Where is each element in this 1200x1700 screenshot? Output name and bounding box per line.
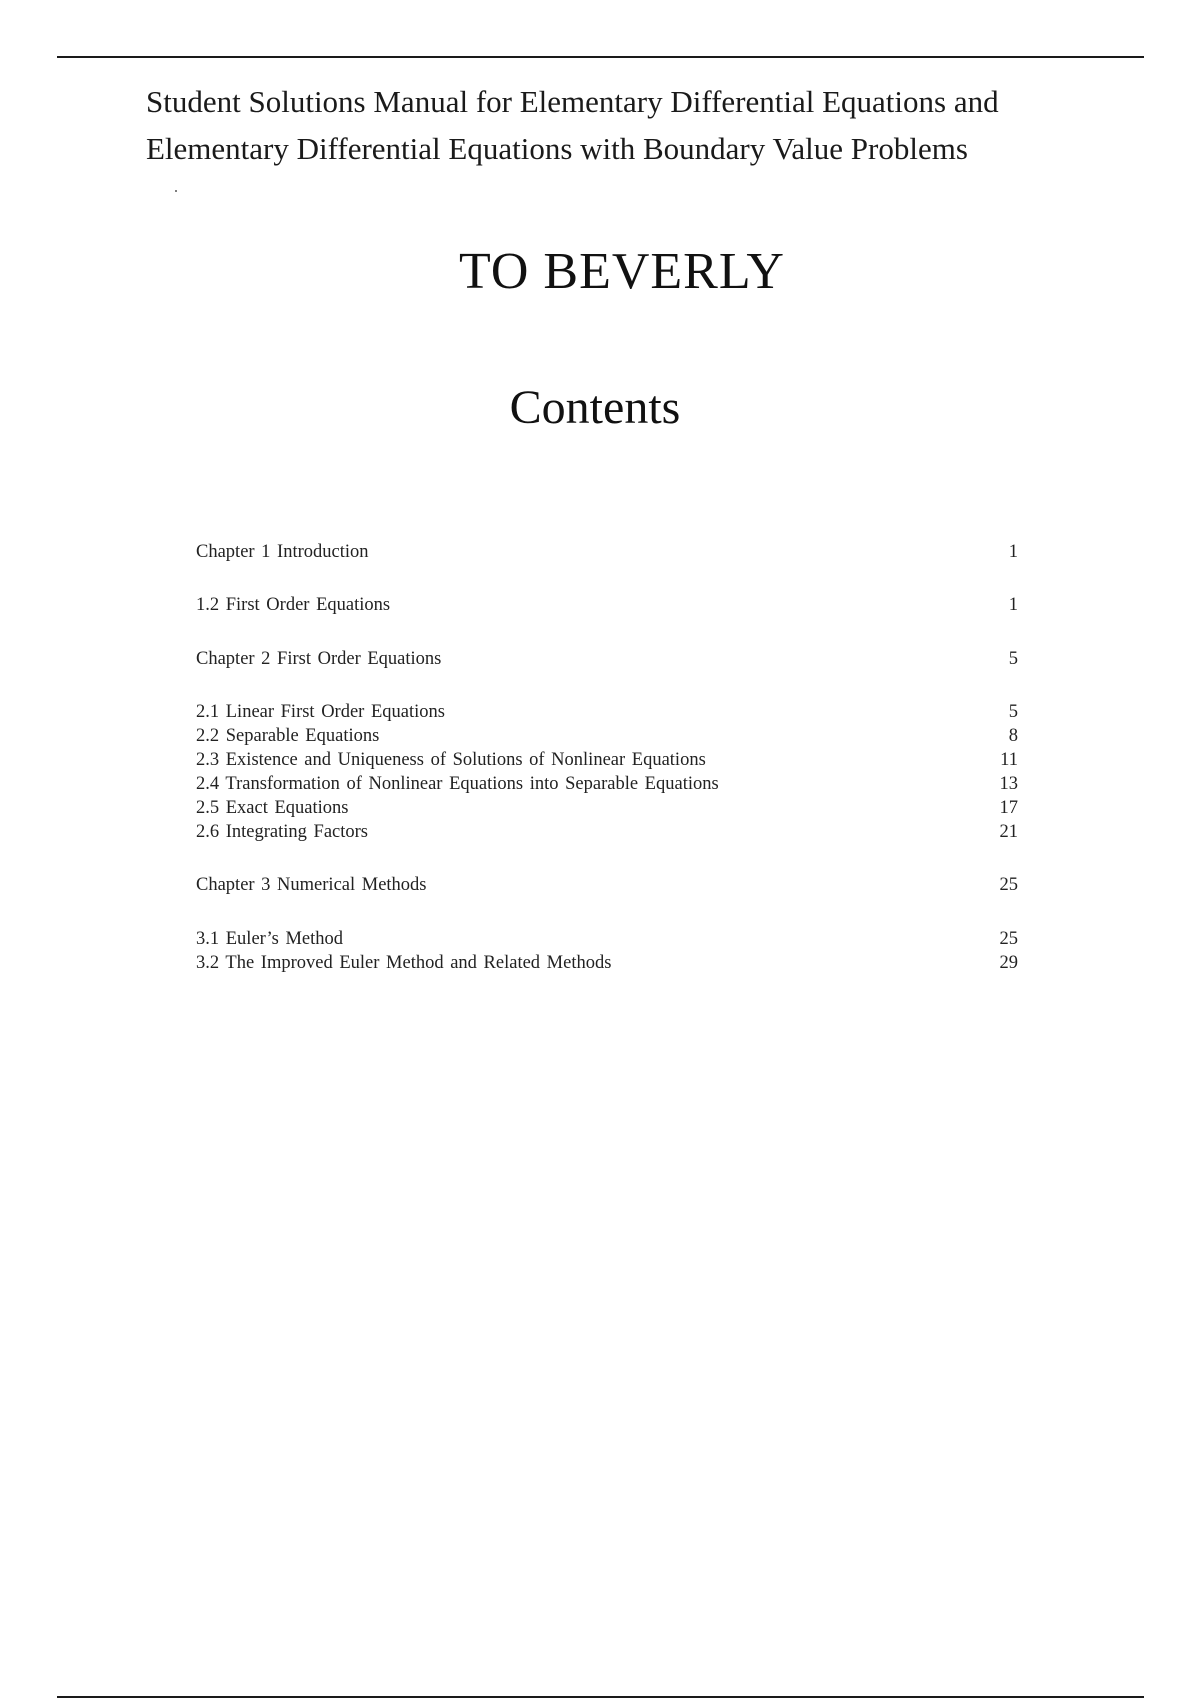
toc-entry-page: 5 [1008, 649, 1018, 669]
toc-entry-label: 1.2 First Order Equations [196, 595, 391, 615]
dedication: TO BEVERLY [459, 243, 785, 300]
bottom-rule [57, 1696, 1144, 1698]
toc-entry-page: 25 [999, 875, 1018, 895]
toc-section-1-2[interactable] [196, 593, 1018, 617]
toc-section-2-2[interactable] [196, 724, 1018, 748]
toc-entry-page: 13 [999, 774, 1018, 794]
toc-section-3-2[interactable] [196, 951, 1018, 975]
toc-entry-page: 5 [1008, 702, 1018, 722]
toc-entry-label: Chapter 1 Introduction [196, 542, 369, 562]
toc-entry-page: 8 [1008, 726, 1018, 746]
toc-entry-label: 3.1 Euler’s Method [196, 929, 344, 949]
toc-section-2-3[interactable] [196, 748, 1018, 772]
toc-section-3-1[interactable] [196, 927, 1018, 951]
toc-entry-label: 2.6 Integrating Factors [196, 822, 368, 842]
toc-entry-label: 2.3 Existence and Uniqueness of Solutions of Nonlinear Equations [196, 750, 706, 770]
toc-entry-label: 2.2 Separable Equations [196, 726, 380, 746]
book-title-line-2: Elementary Differential Equations with Boundary Value Problems [146, 131, 968, 166]
book-title-line-1: Student Solutions Manual for Elementary Differential Equations and [146, 84, 999, 119]
toc-entry-label: 2.5 Exact Equations [196, 798, 349, 818]
top-rule [57, 56, 1144, 58]
contents-heading: Contents [509, 381, 681, 434]
toc-entry-page: 21 [999, 822, 1018, 842]
toc-entry-page: 11 [1000, 750, 1018, 770]
toc-entry-label: Chapter 3 Numerical Methods [196, 875, 427, 895]
toc-entry-page: 25 [999, 929, 1018, 949]
toc-entry-page: 1 [1008, 595, 1018, 615]
toc-entry-label: 2.4 Transformation of Nonlinear Equations into Separable Equations [196, 774, 719, 794]
toc-entry-page: 17 [999, 798, 1018, 818]
toc-entry-label: 2.1 Linear First Order Equations [196, 702, 445, 722]
book-title [146, 78, 1086, 172]
toc-chapter-1[interactable] [196, 540, 1018, 564]
toc-section-2-4[interactable] [196, 772, 1018, 796]
toc-entry-page: 29 [999, 953, 1018, 973]
toc-entry-label: Chapter 2 First Order Equations [196, 649, 442, 669]
toc-chapter-2[interactable] [196, 647, 1018, 671]
stray-dot [175, 190, 177, 192]
toc-entry-page: 1 [1008, 542, 1018, 562]
toc-section-2-1[interactable] [196, 700, 1018, 724]
toc-section-2-6[interactable] [196, 820, 1018, 844]
toc-chapter-3[interactable] [196, 873, 1018, 897]
toc-section-2-5[interactable] [196, 796, 1018, 820]
toc-entry-label: 3.2 The Improved Euler Method and Related Methods [196, 953, 612, 973]
